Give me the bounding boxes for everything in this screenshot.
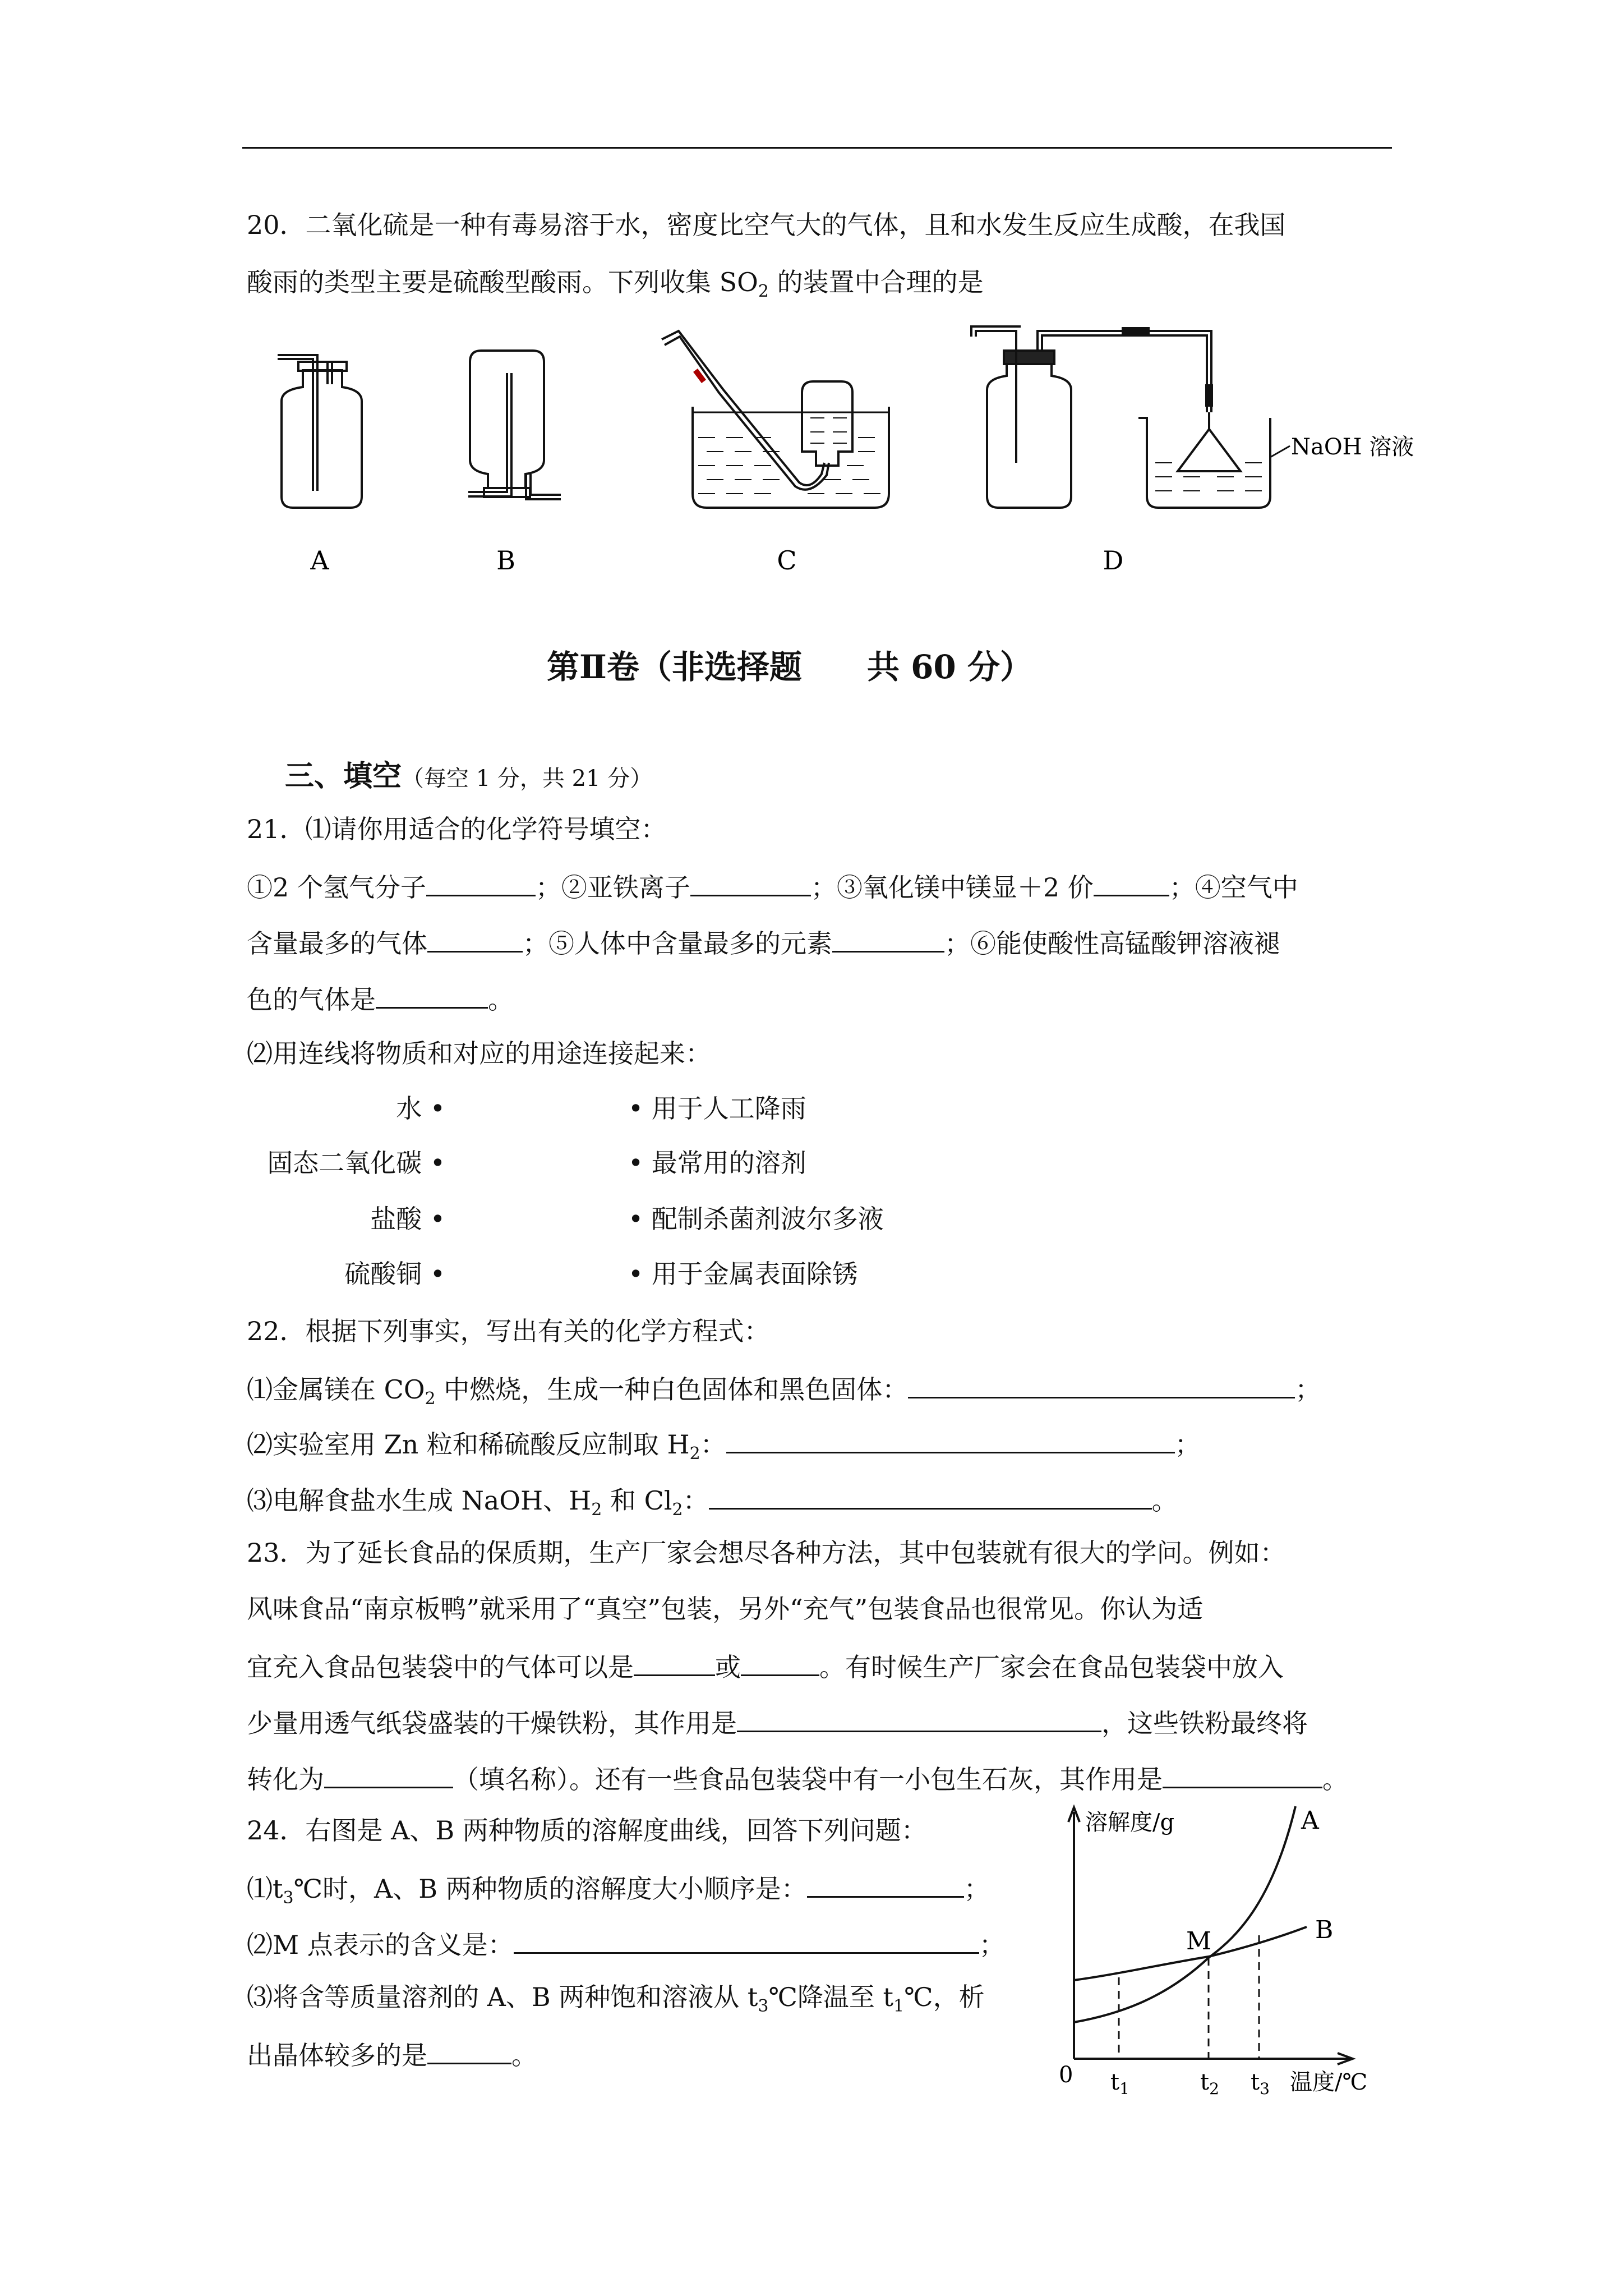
answer-blank[interactable] (514, 1930, 979, 1954)
curve-a-label: A (1301, 1806, 1319, 1835)
answer-blank[interactable] (807, 1874, 964, 1898)
q21-line3: 色的气体是 。 (247, 984, 514, 1015)
answer-blank[interactable] (427, 928, 523, 953)
q21-match-intro: ⑵用连线将物质和对应的用途连接起来： (247, 1038, 711, 1069)
tick-t2: $t_2$ (1200, 2069, 1219, 2098)
q23-line1: 23．为了延长食品的保质期，生产厂家会想尽各种方法，其中包装就有很大的学问。例如： (247, 1538, 1286, 1568)
match-left-item[interactable]: 盐酸 • (370, 1204, 445, 1234)
answer-blank[interactable] (427, 2040, 511, 2064)
q24-line3: ⑶将含等质量溶剂的 A、B 两种饱和溶液从 $t_3℃$降温至 $t_1℃$，析 (247, 1982, 985, 2017)
match-right-item[interactable]: • 用于金属表面除锈 (628, 1259, 858, 1289)
section3-heading: 三、填空（每空 1 分，共 21 分） (285, 759, 653, 793)
answer-blank[interactable] (376, 984, 488, 1009)
y-axis-label: 溶解度/g (1085, 1810, 1175, 1835)
answer-blank[interactable] (1094, 872, 1169, 896)
naoh-solution-label: NaOH 溶液 (1291, 434, 1414, 460)
q21-line1: ①2 个氢气分子 ；②亚铁离子 ；③氧化镁中镁显＋2 价 ；④空气中 (247, 872, 1298, 903)
answer-blank[interactable] (832, 928, 944, 953)
answer-blank[interactable] (1163, 1764, 1322, 1788)
q22-line1: ⑴金属镁在 $CO_2$ 中燃烧，生成一种白色固体和黑色固体： ； (247, 1374, 1321, 1409)
match-right-item[interactable]: • 用于人工降雨 (628, 1093, 806, 1124)
q24-intro: 24．右图是 A、B 两种物质的溶解度曲线，回答下列问题： (247, 1815, 927, 1846)
q23-line2: 风味食品“南京板鸭”就采用了“真空”包装，另外“充气”包装食品也很常见。你认为适 (247, 1594, 1204, 1624)
apparatus-d (971, 326, 1290, 508)
q24-line4: 出晶体较多的是 。 (247, 2040, 537, 2070)
answer-blank[interactable] (709, 1485, 1152, 1510)
match-left-item[interactable]: 固态二氧化碳 • (267, 1148, 445, 1178)
answer-blank[interactable] (690, 872, 811, 896)
q23-line5: 转化为 （填名称）。还有一些食品包装袋中有一小包生石灰，其作用是 。 (247, 1764, 1348, 1795)
option-b-label: B (496, 545, 515, 576)
q23-line4: 少量用透气纸袋盛装的干燥铁粉，其作用是 ，这些铁粉最终将 (247, 1708, 1308, 1738)
tick-t3: $t_3$ (1251, 2069, 1270, 2098)
curve-a (1074, 1806, 1295, 2022)
q20-line2: 酸雨的类型主要是硫酸型酸雨。下列收集 $SO_2$ 的装置中合理的是 (247, 267, 984, 302)
origin-label: 0 (1059, 2062, 1073, 2088)
q21-line2: 含量最多的气体 ；⑤人体中含量最多的元素 ；⑥能使酸性高锰酸钾溶液褪 (247, 928, 1280, 959)
q20-apparatus-figure (247, 328, 1414, 586)
apparatus-c (662, 331, 889, 508)
x-axis-label: 温度/℃ (1290, 2069, 1368, 2095)
q24-line1: $⑴t_3℃$时，A、B 两种物质的溶解度大小顺序是： ； (247, 1874, 990, 1908)
option-a-label: A (310, 545, 329, 576)
q24-line2: ⑵M 点表示的含义是： ； (247, 1930, 1005, 1960)
answer-blank[interactable] (634, 1652, 715, 1676)
tick-t1: $t_1$ (1110, 2069, 1129, 2098)
match-left-item[interactable]: 水 • (396, 1093, 445, 1124)
answer-blank[interactable] (737, 1708, 1101, 1732)
point-m-label: M (1186, 1927, 1212, 1955)
option-d-label: D (1103, 545, 1124, 576)
header-rule (242, 147, 1392, 149)
q21-intro: 21．⑴请你用适合的化学符号填空： (247, 814, 667, 844)
apparatus-a (278, 355, 362, 508)
q23-line3: 宜充入食品包装袋中的气体可以是 或 。有时候生产厂家会在食品包装袋中放入 (247, 1652, 1284, 1682)
curve-b-label: B (1315, 1916, 1334, 1944)
answer-blank[interactable] (426, 872, 536, 896)
match-right-item[interactable]: • 最常用的溶剂 (628, 1148, 806, 1178)
q22-intro: 22．根据下列事实，写出有关的化学方程式： (247, 1316, 770, 1346)
answer-blank[interactable] (324, 1764, 453, 1788)
section2-title: 第Ⅱ卷（非选择题 共 60 分） (547, 648, 1032, 686)
q20-line1: 20．二氧化硫是一种有毒易溶于水，密度比空气大的气体，且和水发生反应生成酸，在我国 (247, 210, 1286, 240)
solubility-curve-graph (1038, 1795, 1402, 2109)
match-left-item[interactable]: 硫酸铜 • (344, 1259, 445, 1289)
q22-line2: ⑵实验室用 Zn 粒和稀硫酸反应制取 $H_2$： ； (247, 1429, 1201, 1464)
answer-blank[interactable] (741, 1652, 819, 1676)
q22-line3: ⑶电解食盐水生成 NaOH、$H_2$ 和 $Cl_2$： 。 (247, 1485, 1178, 1520)
apparatus-b (468, 351, 561, 499)
match-right-item[interactable]: • 配制杀菌剂波尔多液 (628, 1204, 884, 1234)
answer-blank[interactable] (908, 1374, 1295, 1398)
option-c-label: C (777, 545, 797, 576)
answer-blank[interactable] (726, 1429, 1175, 1453)
